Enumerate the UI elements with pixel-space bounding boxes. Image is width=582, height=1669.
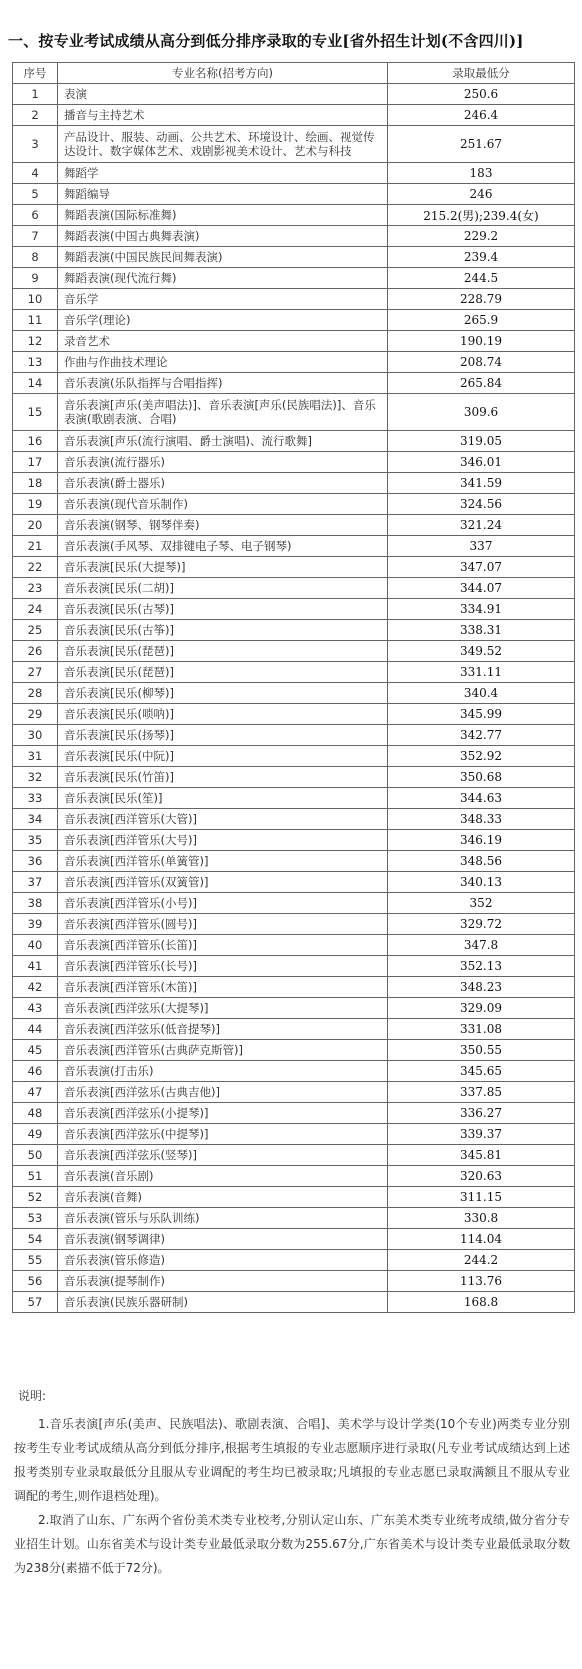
table-row <box>13 1292 575 1313</box>
row-major-name: 音乐表演[西洋管乐(小号)] <box>58 893 388 914</box>
row-min-score: 342.77 <box>388 725 575 746</box>
row-index: 44 <box>13 1019 58 1040</box>
row-major-name: 音乐表演[民乐(古筝)] <box>58 620 388 641</box>
row-index: 35 <box>13 830 58 851</box>
row-min-score: 345.81 <box>388 1145 575 1166</box>
row-index: 18 <box>13 473 58 494</box>
row-index: 27 <box>13 662 58 683</box>
row-index: 1 <box>13 84 58 105</box>
row-index: 54 <box>13 1229 58 1250</box>
row-min-score: 228.79 <box>388 289 575 310</box>
table-row <box>13 431 575 452</box>
row-min-score: 331.11 <box>388 662 575 683</box>
row-major-name: 音乐表演[民乐(中阮)] <box>58 746 388 767</box>
row-index: 16 <box>13 431 58 452</box>
row-index: 25 <box>13 620 58 641</box>
row-min-score: 345.65 <box>388 1061 575 1082</box>
row-major-name: 舞蹈表演(中国古典舞表演) <box>58 226 388 247</box>
row-index: 22 <box>13 557 58 578</box>
row-major-name: 音乐表演(钢琴调律) <box>58 1229 388 1250</box>
table-row <box>13 1019 575 1040</box>
notes-section <box>14 1384 570 1580</box>
row-index: 40 <box>13 935 58 956</box>
row-index: 50 <box>13 1145 58 1166</box>
table-row <box>13 872 575 893</box>
row-major-name: 音乐表演[民乐(大提琴)] <box>58 557 388 578</box>
row-min-score: 346.01 <box>388 452 575 473</box>
row-major-name: 作曲与作曲技术理论 <box>58 352 388 373</box>
row-major-name: 音乐表演(音舞) <box>58 1187 388 1208</box>
row-min-score: 347.8 <box>388 935 575 956</box>
table-row <box>13 515 575 536</box>
row-min-score: 246.4 <box>388 105 575 126</box>
row-index: 55 <box>13 1250 58 1271</box>
row-index: 6 <box>13 205 58 226</box>
row-min-score: 251.67 <box>388 126 575 163</box>
table-row <box>13 163 575 184</box>
row-index: 57 <box>13 1292 58 1313</box>
row-index: 11 <box>13 310 58 331</box>
row-index: 32 <box>13 767 58 788</box>
row-major-name: 舞蹈表演(国际标准舞) <box>58 205 388 226</box>
row-index: 15 <box>13 394 58 431</box>
table-row <box>13 641 575 662</box>
table-row <box>13 310 575 331</box>
row-min-score: 344.63 <box>388 788 575 809</box>
row-min-score: 311.15 <box>388 1187 575 1208</box>
row-index: 9 <box>13 268 58 289</box>
table-row <box>13 268 575 289</box>
row-index: 31 <box>13 746 58 767</box>
row-major-name: 音乐表演(手风琴、双排键电子琴、电子钢琴) <box>58 536 388 557</box>
row-major-name: 音乐表演[西洋弦乐(竖琴)] <box>58 1145 388 1166</box>
table-row <box>13 662 575 683</box>
row-index: 52 <box>13 1187 58 1208</box>
row-index: 56 <box>13 1271 58 1292</box>
row-min-score: 265.9 <box>388 310 575 331</box>
row-min-score: 349.52 <box>388 641 575 662</box>
row-major-name: 音乐学(理论) <box>58 310 388 331</box>
table-row <box>13 998 575 1019</box>
header-major: 专业名称(招考方向) <box>58 63 388 84</box>
row-min-score: 329.09 <box>388 998 575 1019</box>
row-index: 43 <box>13 998 58 1019</box>
row-major-name: 音乐表演[声乐(流行演唱、爵士演唱)、流行歌舞] <box>58 431 388 452</box>
row-index: 4 <box>13 163 58 184</box>
table-row <box>13 1166 575 1187</box>
table-row <box>13 1124 575 1145</box>
header-index: 序号 <box>13 63 58 84</box>
table-row <box>13 247 575 268</box>
row-index: 42 <box>13 977 58 998</box>
row-min-score: 265.84 <box>388 373 575 394</box>
table-row <box>13 1208 575 1229</box>
table-row <box>13 977 575 998</box>
table-row <box>13 394 575 431</box>
row-index: 2 <box>13 105 58 126</box>
row-major-name: 音乐表演(管乐与乐队训练) <box>58 1208 388 1229</box>
row-major-name: 音乐表演[西洋弦乐(小提琴)] <box>58 1103 388 1124</box>
row-index: 30 <box>13 725 58 746</box>
row-min-score: 329.72 <box>388 914 575 935</box>
row-major-name: 音乐表演[西洋管乐(圆号)] <box>58 914 388 935</box>
row-major-name: 音乐表演[民乐(柳琴)] <box>58 683 388 704</box>
row-min-score: 340.4 <box>388 683 575 704</box>
row-min-score: 348.23 <box>388 977 575 998</box>
table-row <box>13 788 575 809</box>
row-major-name: 播音与主持艺术 <box>58 105 388 126</box>
table-row <box>13 452 575 473</box>
row-index: 28 <box>13 683 58 704</box>
row-min-score: 208.74 <box>388 352 575 373</box>
row-index: 48 <box>13 1103 58 1124</box>
row-min-score: 168.8 <box>388 1292 575 1313</box>
row-major-name: 音乐表演[西洋管乐(古典萨克斯管)] <box>58 1040 388 1061</box>
table-row <box>13 289 575 310</box>
row-major-name: 音乐表演(音乐剧) <box>58 1166 388 1187</box>
row-major-name: 音乐表演[民乐(扬琴)] <box>58 725 388 746</box>
table-row <box>13 1271 575 1292</box>
row-major-name: 音乐表演[西洋管乐(单簧管)] <box>58 851 388 872</box>
row-index: 24 <box>13 599 58 620</box>
row-min-score: 350.68 <box>388 767 575 788</box>
row-min-score: 319.05 <box>388 431 575 452</box>
row-index: 8 <box>13 247 58 268</box>
row-min-score: 250.6 <box>388 84 575 105</box>
row-major-name: 舞蹈表演(中国民族民间舞表演) <box>58 247 388 268</box>
row-index: 39 <box>13 914 58 935</box>
row-index: 38 <box>13 893 58 914</box>
row-min-score: 337.85 <box>388 1082 575 1103</box>
table-row <box>13 126 575 163</box>
row-min-score: 246 <box>388 184 575 205</box>
row-index: 23 <box>13 578 58 599</box>
table-row <box>13 1061 575 1082</box>
note-item: 2.取消了山东、广东两个省份美术类专业校考,分别认定山东、广东美术类专业统考成绩,做分省分专业招生计划。山东省美术与设计类专业最低录取分数为255.67分,广东省美术与设计类专业最低录取分数为238分(素描不低于72分)。 <box>14 1513 570 1575</box>
row-index: 26 <box>13 641 58 662</box>
row-major-name: 音乐学 <box>58 289 388 310</box>
row-index: 20 <box>13 515 58 536</box>
row-index: 51 <box>13 1166 58 1187</box>
row-min-score: 346.19 <box>388 830 575 851</box>
row-major-name: 录音艺术 <box>58 331 388 352</box>
row-min-score: 331.08 <box>388 1019 575 1040</box>
table-row <box>13 373 575 394</box>
row-min-score: 341.59 <box>388 473 575 494</box>
row-major-name: 音乐表演(管乐修造) <box>58 1250 388 1271</box>
row-major-name: 音乐表演[西洋管乐(大管)] <box>58 809 388 830</box>
row-min-score: 352 <box>388 893 575 914</box>
row-min-score: 334.91 <box>388 599 575 620</box>
row-min-score: 336.27 <box>388 1103 575 1124</box>
table-row <box>13 1103 575 1124</box>
row-min-score: 229.2 <box>388 226 575 247</box>
row-major-name: 音乐表演[西洋管乐(长号)] <box>58 956 388 977</box>
row-index: 3 <box>13 126 58 163</box>
table-row <box>13 893 575 914</box>
table-row <box>13 557 575 578</box>
row-min-score: 239.4 <box>388 247 575 268</box>
row-min-score: 114.04 <box>388 1229 575 1250</box>
table-body <box>13 84 575 1313</box>
row-min-score: 347.07 <box>388 557 575 578</box>
row-major-name: 音乐表演[西洋弦乐(古典吉他)] <box>58 1082 388 1103</box>
row-index: 19 <box>13 494 58 515</box>
row-major-name: 音乐表演(流行器乐) <box>58 452 388 473</box>
row-index: 45 <box>13 1040 58 1061</box>
row-major-name: 音乐表演[民乐(竹笛)] <box>58 767 388 788</box>
row-major-name: 音乐表演(钢琴、钢琴伴奏) <box>58 515 388 536</box>
row-min-score: 190.19 <box>388 331 575 352</box>
row-major-name: 音乐表演[声乐(美声唱法)]、音乐表演[声乐(民族唱法)]、音乐表演(歌剧表演、合唱) <box>58 394 388 431</box>
row-index: 29 <box>13 704 58 725</box>
row-index: 17 <box>13 452 58 473</box>
row-min-score: 337 <box>388 536 575 557</box>
row-min-score: 348.56 <box>388 851 575 872</box>
row-major-name: 音乐表演(提琴制作) <box>58 1271 388 1292</box>
table-row <box>13 1040 575 1061</box>
table-row <box>13 205 575 226</box>
row-min-score: 244.2 <box>388 1250 575 1271</box>
row-index: 12 <box>13 331 58 352</box>
row-major-name: 舞蹈学 <box>58 163 388 184</box>
row-index: 5 <box>13 184 58 205</box>
row-index: 46 <box>13 1061 58 1082</box>
table-row <box>13 184 575 205</box>
table-row <box>13 935 575 956</box>
row-min-score: 345.99 <box>388 704 575 725</box>
table-row <box>13 767 575 788</box>
note-item: 1.音乐表演[声乐(美声、民族唱法)、歌剧表演、合唱]、美术学与设计学类(10个专业)两类专业分别按考生专业考试成绩从高分到低分排序,根据考生填报的专业志愿顺序进行录取(凡专业考试成绩达到上述报考类别专业录取最低分且服从专业调配的考生均已被录取;凡填报的专业志愿已录取满额且不服从专业调配的考生,则作退档处理)。 <box>14 1417 570 1503</box>
row-major-name: 音乐表演[民乐(琵琶)] <box>58 662 388 683</box>
row-index: 41 <box>13 956 58 977</box>
table-row <box>13 84 575 105</box>
row-min-score: 344.07 <box>388 578 575 599</box>
row-min-score: 348.33 <box>388 809 575 830</box>
row-major-name: 音乐表演(打击乐) <box>58 1061 388 1082</box>
row-min-score: 244.5 <box>388 268 575 289</box>
row-index: 47 <box>13 1082 58 1103</box>
table-row <box>13 830 575 851</box>
table-row <box>13 1250 575 1271</box>
row-major-name: 音乐表演[民乐(笙)] <box>58 788 388 809</box>
row-major-name: 音乐表演[民乐(琵琶)] <box>58 641 388 662</box>
table-row <box>13 683 575 704</box>
row-major-name: 音乐表演[西洋管乐(大号)] <box>58 830 388 851</box>
table-row <box>13 851 575 872</box>
row-min-score: 339.37 <box>388 1124 575 1145</box>
row-index: 36 <box>13 851 58 872</box>
row-major-name: 音乐表演[民乐(古琴)] <box>58 599 388 620</box>
row-major-name: 舞蹈表演(现代流行舞) <box>58 268 388 289</box>
row-major-name: 音乐表演[西洋管乐(木笛)] <box>58 977 388 998</box>
notes-heading: 说明: <box>18 1389 47 1403</box>
table-row <box>13 536 575 557</box>
row-min-score: 330.8 <box>388 1208 575 1229</box>
table-row <box>13 1145 575 1166</box>
table-row <box>13 1082 575 1103</box>
row-index: 53 <box>13 1208 58 1229</box>
admission-score-table <box>12 62 575 1313</box>
row-major-name: 音乐表演[西洋弦乐(中提琴)] <box>58 1124 388 1145</box>
table-row <box>13 473 575 494</box>
page-title: 一、按专业考试成绩从高分到低分排序录取的专业[省外招生计划(不含四川)] <box>8 32 524 50</box>
row-index: 34 <box>13 809 58 830</box>
table-row <box>13 105 575 126</box>
row-min-score: 320.63 <box>388 1166 575 1187</box>
row-major-name: 音乐表演[西洋管乐(长笛)] <box>58 935 388 956</box>
table-row <box>13 746 575 767</box>
row-min-score: 340.13 <box>388 872 575 893</box>
table-header-row <box>13 63 575 84</box>
row-index: 14 <box>13 373 58 394</box>
table-row <box>13 620 575 641</box>
row-index: 37 <box>13 872 58 893</box>
row-major-name: 音乐表演(乐队指挥与合唱指挥) <box>58 373 388 394</box>
table-row <box>13 809 575 830</box>
row-major-name: 音乐表演[民乐(唢呐)] <box>58 704 388 725</box>
row-major-name: 表演 <box>58 84 388 105</box>
row-min-score: 321.24 <box>388 515 575 536</box>
header-min-score: 录取最低分 <box>388 63 575 84</box>
row-index: 49 <box>13 1124 58 1145</box>
row-major-name: 音乐表演[西洋弦乐(低音提琴)] <box>58 1019 388 1040</box>
row-index: 13 <box>13 352 58 373</box>
table-row <box>13 1187 575 1208</box>
row-major-name: 舞蹈编导 <box>58 184 388 205</box>
row-min-score: 183 <box>388 163 575 184</box>
row-min-score: 352.13 <box>388 956 575 977</box>
row-min-score: 352.92 <box>388 746 575 767</box>
row-major-name: 音乐表演(爵士器乐) <box>58 473 388 494</box>
row-min-score: 324.56 <box>388 494 575 515</box>
row-min-score: 338.31 <box>388 620 575 641</box>
table-row <box>13 1229 575 1250</box>
row-index: 21 <box>13 536 58 557</box>
row-min-score: 113.76 <box>388 1271 575 1292</box>
row-min-score: 350.55 <box>388 1040 575 1061</box>
table-row <box>13 578 575 599</box>
row-major-name: 音乐表演(民族乐器研制) <box>58 1292 388 1313</box>
table-row <box>13 494 575 515</box>
row-min-score: 215.2(男);239.4(女) <box>388 205 575 226</box>
row-major-name: 音乐表演[民乐(二胡)] <box>58 578 388 599</box>
table-row <box>13 226 575 247</box>
row-major-name: 产品设计、服装、动画、公共艺术、环境设计、绘画、视觉传达设计、数字媒体艺术、戏剧影视美术设计、艺术与科技 <box>58 126 388 163</box>
table-row <box>13 331 575 352</box>
table-row <box>13 599 575 620</box>
row-major-name: 音乐表演[西洋弦乐(大提琴)] <box>58 998 388 1019</box>
row-major-name: 音乐表演[西洋管乐(双簧管)] <box>58 872 388 893</box>
table-row <box>13 725 575 746</box>
row-index: 7 <box>13 226 58 247</box>
row-min-score: 309.6 <box>388 394 575 431</box>
table-row <box>13 704 575 725</box>
row-index: 33 <box>13 788 58 809</box>
table-row <box>13 352 575 373</box>
row-major-name: 音乐表演(现代音乐制作) <box>58 494 388 515</box>
table-row <box>13 914 575 935</box>
table-row <box>13 956 575 977</box>
row-index: 10 <box>13 289 58 310</box>
